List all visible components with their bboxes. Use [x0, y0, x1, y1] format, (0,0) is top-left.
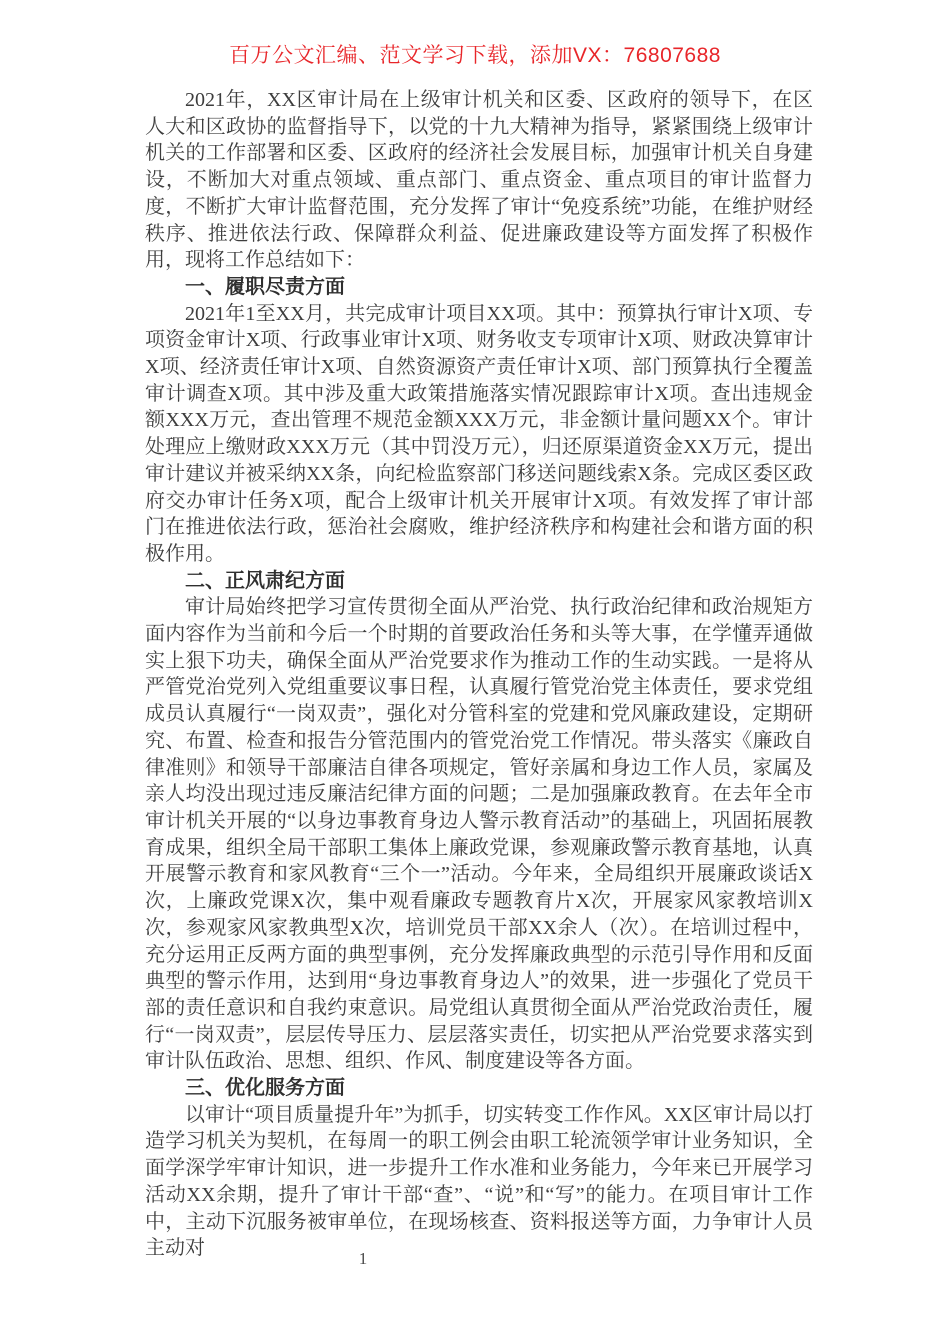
section-heading-2: 二、正风肃纪方面 — [185, 569, 345, 592]
document-body — [145, 87, 813, 1262]
paragraph-intro: 2021年，XX区审计局在上级审计机关和区委、区政府的领导下，在区人大和区政协的监督指导下，以党的十九大精神为指导，紧紧围绕上级审计机关的工作部署和区委、区政府的经济社会发展目标，加强审计机关自身建设，不断加大对重点领域、重点部门、重点资金、重点项目的审计监督力度，不断扩大审计监督范围，充分发挥了审计“免疫系统”功能，在维护财经秩序、推进依法行政、保障群众利益、促进廉政建设等方面发挥了积极作用，现将工作总结如下： — [145, 89, 813, 272]
paragraph-section-3: 以审计“项目质量提升年”为抓手，切实转变工作作风。XX区审计局以打造学习机关为契机，在每周一的职工例会由职工轮流领学审计业务知识，全面学深学牢审计知识，进一步提升工作水准和业务能力，今年来已开展学习活动XX余期，提升了审计干部“查”、“说”和“写”的能力。在项目审计工作中，主动下沉服务被审单位，在现场核查、资料报送等方面，力争审计人员主动对 — [145, 1103, 813, 1260]
page-number: 1 — [358, 1249, 368, 1268]
section-heading-1: 一、履职尽责方面 — [185, 275, 345, 298]
paragraph-section-1: 2021年1至XX月，共完成审计项目XX项。其中：预算执行审计X项、专项资金审计X项、行政事业审计X项、财务收支专项审计X项、财政决算审计X项、经济责任审计X项、自然资源资产责任审计X项、部门预算执行全覆盖审计调查X项。其中涉及重大政策措施落实情况跟踪审计X项。查出违规金额XXX万元，查出管理不规范金额XXX万元，非金额计量问题XX个。审计处理应上缴财政XXX万元（其中罚没万元），归还原渠道资金XX万元，提出审计建议并被采纳XX条，向纪检监察部门移送问题线索X条。完成区委区政府交办审计任务X项，配合上级审计机关开展审计X项。有效发挥了审计部门在推进依法行政，惩治社会腐败，维护经济秩序和构建社会和谐方面的积极作用。 — [145, 302, 813, 565]
paragraph-section-2: 审计局始终把学习宣传贯彻全面从严治党、执行政治纪律和政治规矩方面内容作为当前和今后一个时期的首要政治任务和头等大事，在学懂弄通做实上狠下功夫，确保全面从严治党要求作为推动工作的生动实践。一是将从严管党治党列入党组重要议事日程，认真履行管党治党主体责任，要求党组成员认真履行“一岗双责”，强化对分管科室的党建和党风廉政建设，定期研究、布置、检查和报告分管范围内的管党治党工作情况。带头落实《廉政自律准则》和领导干部廉洁自律各项规定，管好亲属和身边工作人员，家属及亲人均没出现过违反廉洁纪律方面的问题；二是加强廉政教育。在去年全市审计机关开展的“以身边事教育身边人警示教育活动”的基础上，巩固拓展教育成果，组织全局干部职工集体上廉政党课，参观廉政警示教育基地，认真开展警示教育和家风教育“三个一”活动。今年来，全局组织开展廉政谈话X次，上廉政党课X次，集中观看廉政专题教育片X次，开展家风家教培训X次，参观家风家教典型X次，培训党员干部XX余人（次）。在培训过程中，充分运用正反两方面的典型事例，充分发挥廉政典型的示范引导作用和反面典型的警示作用，达到用“身边事教育身边人”的效果，进一步强化了党员干部的责任意识和自我约束意识。局党组认真贯彻全面从严治党政治责任，履行“一岗双责”，层层传导压力、层层落实责任，切实把从严治党要求落实到审计队伍政治、思想、组织、作风、制度建设等各方面。 — [145, 596, 813, 1073]
section-heading-3: 三、优化服务方面 — [185, 1077, 345, 1100]
promo-banner: 百万公文汇编、范文学习下载，添加VX：76807688 — [229, 44, 721, 67]
